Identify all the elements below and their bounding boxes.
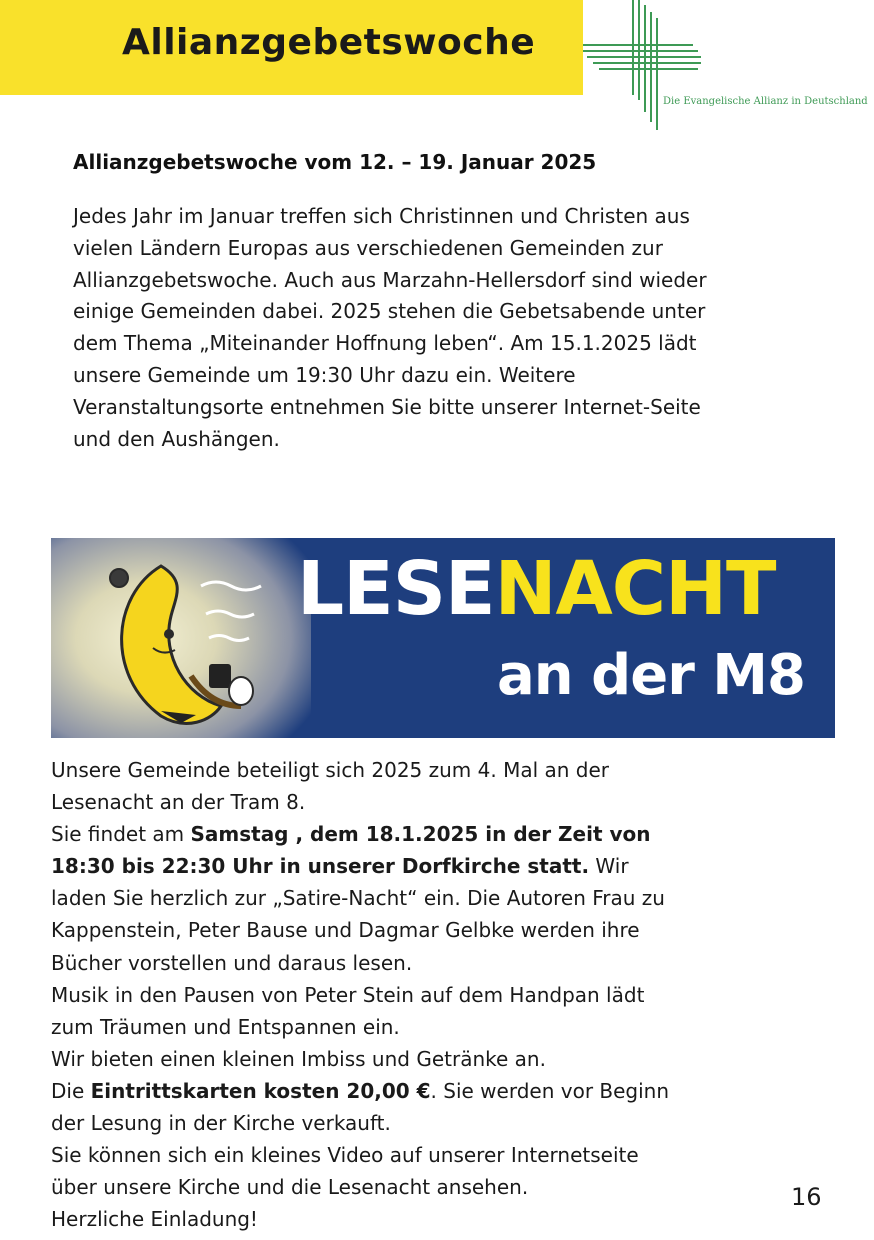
- paragraph-line: über unsere Kirche und die Lesenacht ansehen.: [51, 1175, 529, 1200]
- banner-word-nacht: NACHT: [494, 546, 776, 632]
- text-run: Die: [51, 1078, 91, 1103]
- paragraph-line: einige Gemeinden dabei. 2025 stehen die Gebetsabende unter: [73, 299, 706, 324]
- paragraph-line: vielen Ländern Europas aus verschiedenen Gemeinden zur: [73, 235, 663, 260]
- text-run: Sie findet am: [51, 822, 191, 847]
- logo-caption: Die Evangelische Allianz in Deutschland: [663, 96, 868, 107]
- section-title: Allianzgebetswoche vom 12. – 19. Januar 2025: [73, 150, 597, 174]
- page-title: Allianzgebetswoche: [122, 22, 536, 63]
- paragraph-line: Sie können sich ein kleines Video auf unserer Internetseite: [51, 1143, 639, 1168]
- paragraph-line: Bücher vorstellen und daraus lesen.: [51, 950, 413, 975]
- paragraph-line: zum Träumen und Entspannen ein.: [51, 1014, 400, 1039]
- bold-ticket-price: Eintrittskarten kosten 20,00 €: [90, 1078, 431, 1103]
- paragraph-line: und den Aushängen.: [73, 426, 280, 451]
- bold-date: Samstag , dem 18.1.2025 in der Zeit von: [190, 822, 651, 847]
- paragraph-line: Unsere Gemeinde beteiligt sich 2025 zum 4. Mal an der: [51, 758, 610, 782]
- intro-paragraph: [73, 201, 823, 455]
- moon-reading-icon: [91, 556, 291, 731]
- banner-word-lese: LESE: [297, 546, 495, 632]
- paragraph-line: [51, 1075, 791, 1107]
- page-number: 16: [791, 1183, 822, 1211]
- paragraph-line: dem Thema „Miteinander Hoffnung leben“. Am 15.1.2025 lädt: [73, 331, 697, 356]
- paragraph-line: laden Sie herzlich zur „Satire-Nacht“ ein. Die Autoren Frau zu: [51, 886, 665, 911]
- lesenacht-banner: [51, 538, 835, 738]
- paragraph-line: [51, 850, 791, 882]
- paragraph-line: Allianzgebetswoche. Auch aus Marzahn-Hellersdorf sind wieder: [73, 267, 707, 292]
- banner-subheading: an der M8: [496, 643, 805, 708]
- paragraph-line: Wir bieten einen kleinen Imbiss und Getränke an.: [51, 1046, 546, 1071]
- paragraph-line: der Lesung in der Kirche verkauft.: [51, 1111, 391, 1136]
- lesenacht-paragraph: [51, 754, 791, 1235]
- text-run: Wir: [589, 854, 629, 879]
- paragraph-line: unsere Gemeinde um 19:30 Uhr dazu ein. Weitere: [73, 362, 576, 387]
- paragraph-line: Kappenstein, Peter Bause und Dagmar Gelbke werden ihre: [51, 918, 640, 943]
- paragraph-line: Lesenacht an der Tram 8.: [51, 790, 306, 815]
- paragraph-line: [51, 818, 791, 850]
- cross-icon: [583, 0, 874, 135]
- paragraph-line: Herzliche Einladung!: [51, 1207, 258, 1232]
- paragraph-line: Jedes Jahr im Januar treffen sich Christinnen und Christen aus: [73, 204, 690, 228]
- paragraph-line: Veranstaltungsorte entnehmen Sie bitte unserer Internet-Seite: [73, 394, 701, 419]
- banner-heading: [297, 546, 776, 632]
- text-run: . Sie werden vor Beginn: [430, 1078, 670, 1103]
- bold-time-place: 18:30 bis 22:30 Uhr in unserer Dorfkirche statt.: [51, 854, 590, 879]
- paragraph-line: Musik in den Pausen von Peter Stein auf dem Handpan lädt: [51, 982, 645, 1007]
